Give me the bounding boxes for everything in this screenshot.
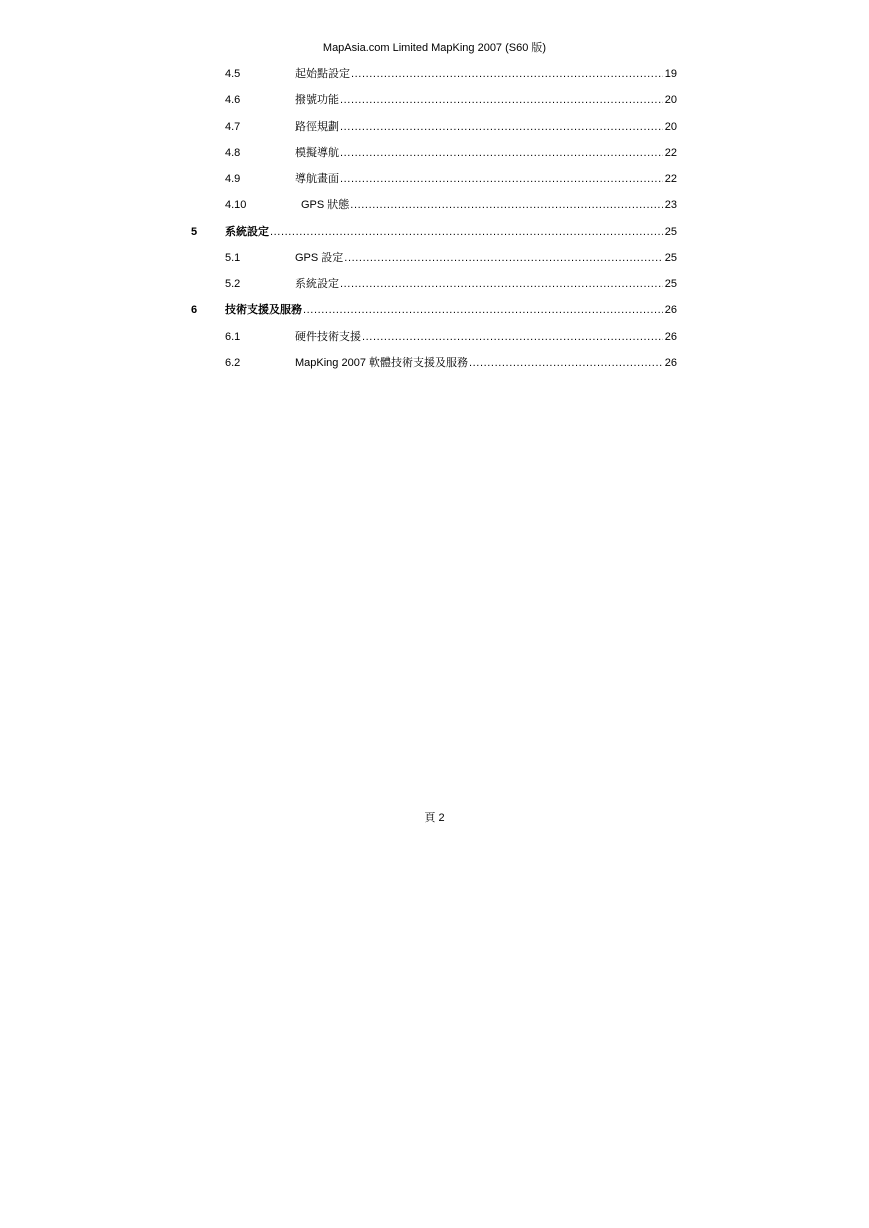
toc-entry-line: [295, 120, 677, 134]
toc-entry-line: [295, 330, 677, 344]
toc-entry-line: [295, 146, 677, 160]
toc-entry-number: 4.6: [225, 94, 241, 106]
dot-leader: [303, 303, 663, 317]
dot-leader: [270, 225, 663, 239]
toc-entry-line: [295, 172, 677, 186]
toc-entry-page: 19: [664, 68, 677, 80]
toc-entry-number: 4.10: [225, 199, 247, 211]
toc-entry-page: 26: [664, 331, 677, 343]
toc-entry-line: [295, 356, 677, 370]
toc-section-number: 5: [191, 226, 198, 238]
toc-entry[interactable]: [0, 93, 869, 107]
toc-entry-page: 26: [664, 357, 677, 369]
toc-entry-title: 模擬導航: [295, 147, 339, 159]
toc-section-line: [225, 225, 677, 239]
page-footer: 頁 2: [424, 812, 445, 824]
toc-entry-number: 4.7: [225, 121, 241, 133]
toc-entry[interactable]: [0, 120, 869, 134]
toc-entry-title: 硬件技術支援: [295, 331, 361, 343]
toc-entry[interactable]: [0, 198, 869, 212]
dot-leader: [340, 146, 663, 160]
toc-entry-page: 20: [664, 94, 677, 106]
toc-section-page: 25: [664, 226, 677, 238]
toc-entry-page: 22: [664, 173, 677, 185]
toc-entry-line: [295, 277, 677, 291]
toc-entry-title: GPS 狀態: [301, 199, 350, 211]
toc-entry[interactable]: [0, 330, 869, 344]
toc-entry[interactable]: [0, 146, 869, 160]
toc-entry-title: 路徑規劃: [295, 121, 339, 133]
dot-leader: [340, 120, 663, 134]
toc-section[interactable]: [0, 225, 869, 239]
toc-entry-title: MapKing 2007 軟體技術支援及服務: [295, 357, 468, 369]
toc-entry-title: 起始點設定: [295, 68, 350, 80]
toc-section-line: [225, 303, 677, 317]
dot-leader: [340, 172, 663, 186]
toc-entry-title: 撥號功能: [295, 94, 339, 106]
dot-leader: [362, 330, 663, 344]
toc-entry-line: [301, 198, 677, 212]
toc-entry-title: GPS 設定: [295, 252, 344, 264]
toc-entry-line: [295, 93, 677, 107]
toc-entry[interactable]: [0, 251, 869, 265]
toc-entry-page: 22: [664, 147, 677, 159]
toc-section-title: 系統設定: [225, 226, 269, 238]
toc-entry-number: 5.1: [225, 252, 241, 264]
toc-entry-title: 系統設定: [295, 278, 339, 290]
page-header: MapAsia.com Limited MapKing 2007 (S60 版): [322, 42, 547, 54]
toc-entry[interactable]: [0, 356, 869, 370]
toc-section-title: 技術支援及服務: [225, 304, 302, 316]
toc-entry-page: 23: [664, 199, 677, 211]
toc-entry-number: 6.2: [225, 357, 241, 369]
toc-entry-number: 4.8: [225, 147, 241, 159]
toc-entry-title: 導航畫面: [295, 173, 339, 185]
toc-entry[interactable]: [0, 172, 869, 186]
dot-leader: [351, 67, 663, 81]
toc-entry-line: [295, 251, 677, 265]
toc-entry-page: 25: [664, 252, 677, 264]
toc-entry-number: 4.9: [225, 173, 241, 185]
dot-leader: [350, 198, 662, 212]
toc-entry[interactable]: [0, 277, 869, 291]
toc-section[interactable]: [0, 303, 869, 317]
toc-entry-number: 5.2: [225, 278, 241, 290]
toc-entry-number: 6.1: [225, 331, 241, 343]
toc-section-page: 26: [664, 304, 677, 316]
toc-entry-number: 4.5: [225, 68, 241, 80]
dot-leader: [340, 93, 663, 107]
table-of-contents: [0, 0, 869, 400]
toc-entry-line: [295, 67, 677, 81]
dot-leader: [340, 277, 663, 291]
toc-section-number: 6: [191, 304, 198, 316]
toc-entry-page: 25: [664, 278, 677, 290]
toc-entry[interactable]: [0, 67, 869, 81]
dot-leader: [344, 251, 662, 265]
dot-leader: [469, 356, 663, 370]
toc-entry-page: 20: [664, 121, 677, 133]
